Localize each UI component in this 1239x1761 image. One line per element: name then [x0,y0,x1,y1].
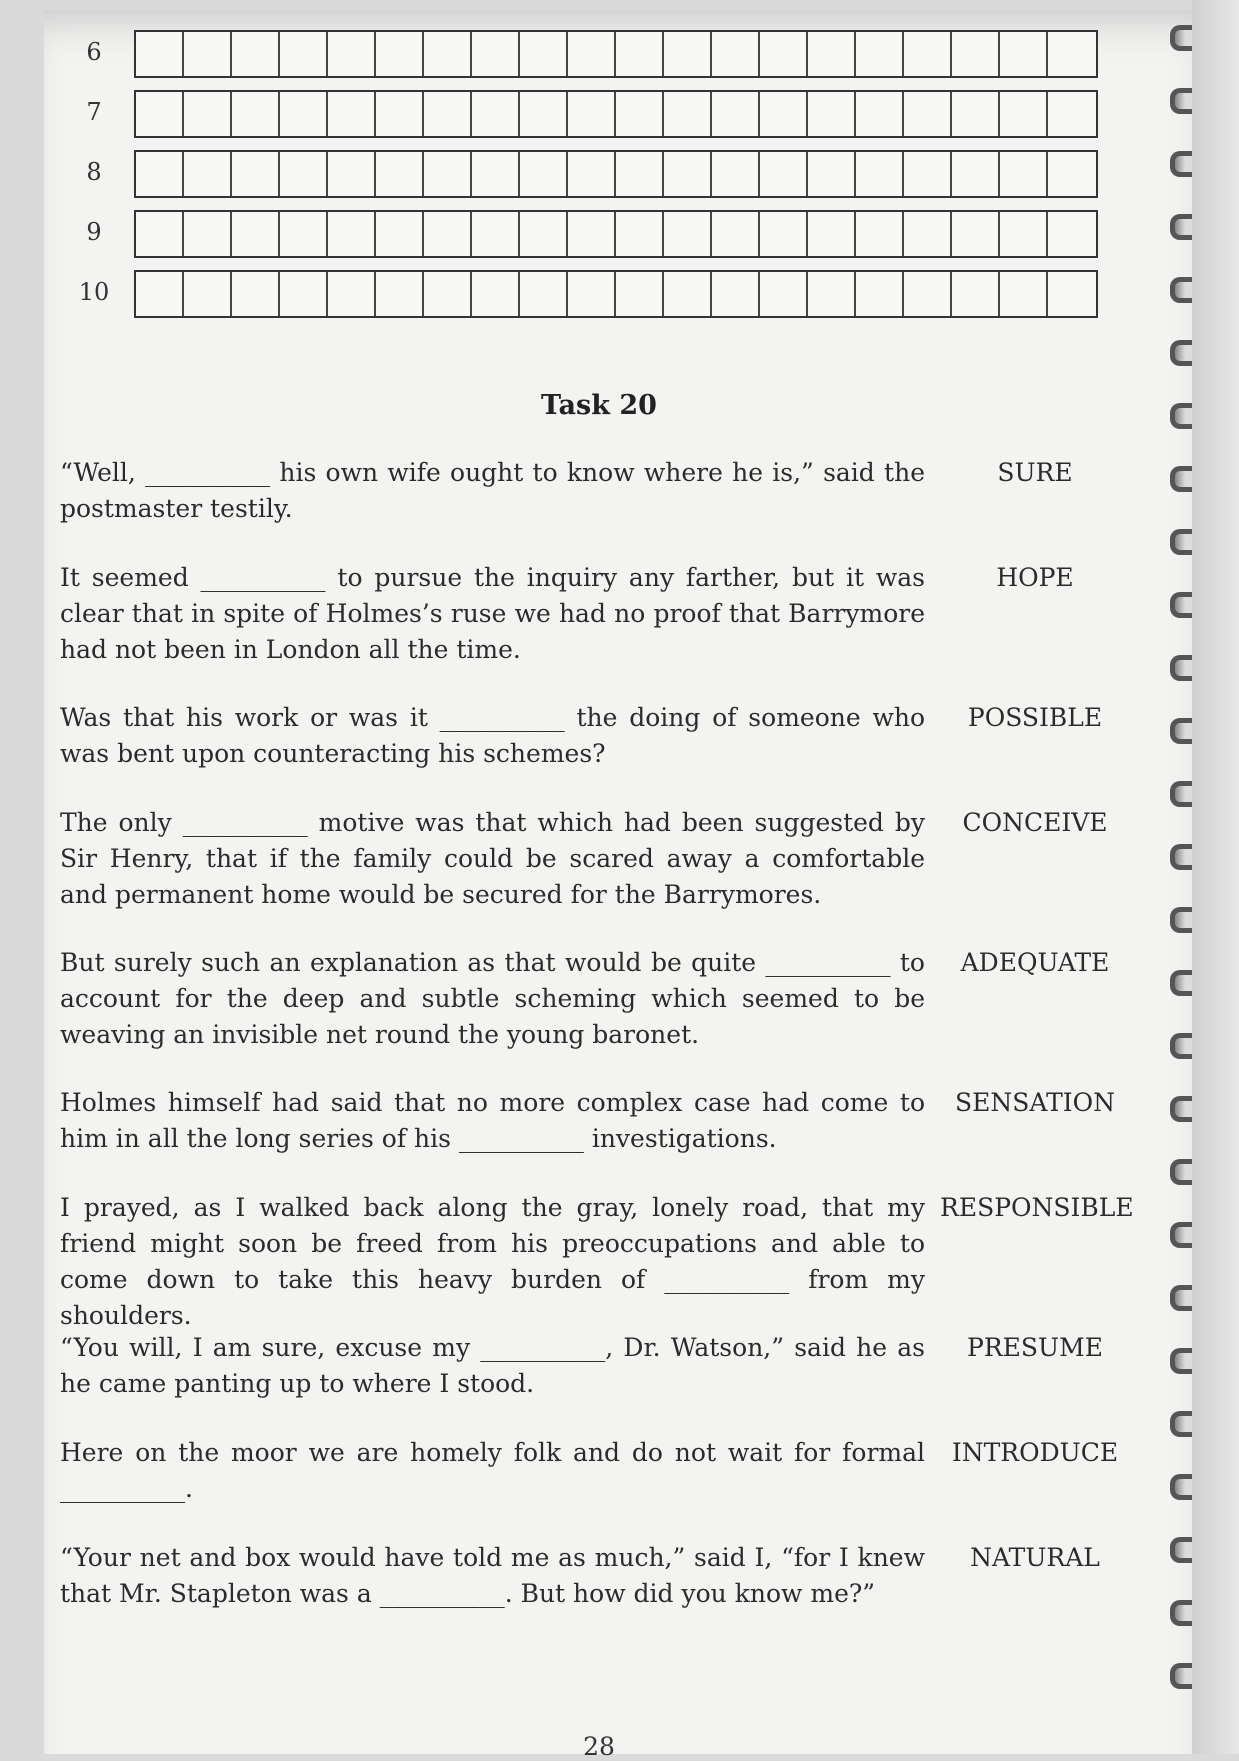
workbook-page [44,10,1192,1761]
prompt-word: INTRODUCE [951,1438,1119,1467]
prompt-word: RESPONSIBLE [940,1193,1134,1222]
answer-cell[interactable] [232,152,280,196]
answer-cell[interactable] [424,152,472,196]
binding-ring [1170,88,1192,114]
answer-cell[interactable] [280,152,328,196]
prompt-word: HOPE [996,563,1074,592]
answer-cell[interactable] [952,152,1000,196]
exercise-sentence: The only __________ motive was that which had been suggested by Sir Henry, that if the family could be scared away a comfortable and permanent home would be secured for the Barrymores. [60,808,925,909]
answer-cell[interactable] [520,272,568,316]
answer-cells[interactable] [134,90,1098,138]
binding-ring [1170,1474,1192,1500]
answer-cell[interactable] [328,212,376,256]
answer-cell[interactable] [904,272,952,316]
page-number: 28 [583,1732,615,1761]
answer-cell[interactable] [952,32,1000,76]
answer-cell[interactable] [856,32,904,76]
binding-ring [1170,277,1192,303]
answer-cell[interactable] [1000,152,1048,196]
binding-ring [1170,844,1192,870]
binding-ring [1170,907,1192,933]
answer-cell[interactable] [1048,272,1096,316]
binding-ring [1170,25,1192,51]
answer-cell[interactable] [424,32,472,76]
answer-cell[interactable] [280,212,328,256]
exercise-item [60,945,1140,1053]
answer-cell[interactable] [232,212,280,256]
answer-cell[interactable] [520,212,568,256]
answer-cell[interactable] [808,212,856,256]
answer-cell[interactable] [520,92,568,136]
answer-cell[interactable] [184,272,232,316]
answer-cell[interactable] [472,152,520,196]
answer-cells[interactable] [134,150,1098,198]
answer-cell[interactable] [136,32,184,76]
binding-ring [1170,1600,1192,1626]
answer-cell[interactable] [760,212,808,256]
answer-cell[interactable] [904,32,952,76]
answer-cell[interactable] [808,32,856,76]
answer-cell[interactable] [712,32,760,76]
answer-cell[interactable] [280,272,328,316]
answer-cell[interactable] [280,32,328,76]
answer-cell[interactable] [856,92,904,136]
answer-cell[interactable] [376,212,424,256]
answer-cell[interactable] [328,32,376,76]
exercise-sentence: “Well, __________ his own wife ought to know where he is,” said the postmaster testily. [60,458,925,523]
binding-ring [1170,1033,1192,1059]
answer-cell[interactable] [184,152,232,196]
answer-row-number: 10 [78,278,110,306]
answer-cell[interactable] [616,212,664,256]
binding-ring [1170,340,1192,366]
exercise-item [60,1190,1140,1334]
exercise-sentence: Here on the moor we are homely folk and do not wait for formal __________. [60,1438,925,1503]
answer-cell[interactable] [664,212,712,256]
answer-cell[interactable] [808,92,856,136]
answer-cell[interactable] [328,152,376,196]
answer-cell[interactable] [184,212,232,256]
prompt-word: CONCEIVE [962,808,1108,837]
answer-cell[interactable] [1000,212,1048,256]
answer-cell[interactable] [568,32,616,76]
answer-cell[interactable] [808,152,856,196]
answer-cell[interactable] [712,152,760,196]
answer-cell[interactable] [184,32,232,76]
answer-row-number: 7 [86,98,102,126]
answer-cell[interactable] [616,92,664,136]
answer-cell[interactable] [376,32,424,76]
answer-cell[interactable] [904,152,952,196]
answer-cell[interactable] [712,212,760,256]
exercise-item [60,805,1140,913]
answer-row-number: 8 [86,158,102,186]
answer-cell[interactable] [1048,92,1096,136]
answer-cell[interactable] [1048,152,1096,196]
answer-cell[interactable] [1000,92,1048,136]
answer-cell[interactable] [328,92,376,136]
exercise-sentence: I prayed, as I walked back along the gray, lonely road, that my friend might soon be freed from his preoccupations and able to come down to take this heavy burden of __________ from my shoulders. [60,1193,925,1330]
answer-cell[interactable] [232,92,280,136]
answer-cell[interactable] [136,212,184,256]
answer-row-number: 6 [86,38,102,66]
exercise-sentence: It seemed __________ to pursue the inquiry any farther, but it was clear that in spite of Holmes’s ruse we had no proof that Barrymore had not been in London all the time. [60,563,925,664]
answer-cells[interactable] [134,210,1098,258]
exercise-sentence: Holmes himself had said that no more complex case had come to him in all the long series of his __________ investigations. [60,1088,925,1153]
binding-ring [1170,1537,1192,1563]
answer-cell[interactable] [856,212,904,256]
answer-cell[interactable] [472,272,520,316]
answer-cell[interactable] [328,272,376,316]
answer-cell[interactable] [520,152,568,196]
answer-cell[interactable] [1000,272,1048,316]
task-title: Task 20 [541,390,657,421]
answer-cell[interactable] [616,272,664,316]
exercise-item [60,1085,1140,1157]
answer-cell[interactable] [712,272,760,316]
answer-cells[interactable] [134,270,1098,318]
binding-ring [1170,718,1192,744]
answer-cell[interactable] [664,32,712,76]
answer-cell[interactable] [424,92,472,136]
binding-ring [1170,1096,1192,1122]
answer-cell[interactable] [568,272,616,316]
answer-cell[interactable] [232,32,280,76]
exercise-item [60,1435,1140,1507]
binding-ring [1170,781,1192,807]
binding-ring [1170,466,1192,492]
answer-cell[interactable] [232,272,280,316]
binding-ring [1170,403,1192,429]
answer-cell[interactable] [568,92,616,136]
binding-ring [1170,214,1192,240]
answer-cell[interactable] [424,272,472,316]
answer-cell[interactable] [760,152,808,196]
exercise-item [60,700,1140,772]
answer-cell[interactable] [760,272,808,316]
prompt-word: NATURAL [970,1543,1100,1572]
binding-ring [1170,1222,1192,1248]
answer-cell[interactable] [616,32,664,76]
answer-cell[interactable] [568,152,616,196]
exercise-item [60,560,1140,668]
answer-cell[interactable] [1048,32,1096,76]
binding-ring [1170,1348,1192,1374]
answer-cell[interactable] [1000,32,1048,76]
answer-cell[interactable] [136,92,184,136]
answer-cell[interactable] [184,92,232,136]
answer-cell[interactable] [760,32,808,76]
answer-cell[interactable] [472,32,520,76]
answer-row-number: 9 [86,218,102,246]
answer-cell[interactable] [664,92,712,136]
binding-ring [1170,151,1192,177]
answer-cell[interactable] [760,92,808,136]
binding-ring [1170,1663,1192,1689]
prompt-word: SURE [997,458,1073,487]
exercise-sentence: “Your net and box would have told me as much,” said I, “for I knew that Mr. Stapleton was a __________. But how did you know me?” [60,1543,925,1608]
exercise-item [60,455,1140,527]
answer-cell[interactable] [808,272,856,316]
spiral-binding [1168,0,1239,1754]
answer-cell[interactable] [520,32,568,76]
answer-cell[interactable] [664,152,712,196]
answer-cell[interactable] [136,272,184,316]
answer-cell[interactable] [376,92,424,136]
prompt-word: POSSIBLE [967,703,1103,732]
answer-cells[interactable] [134,30,1098,78]
answer-cell[interactable] [1048,212,1096,256]
answer-cell[interactable] [472,92,520,136]
binding-ring [1170,1159,1192,1185]
binding-ring [1170,1285,1192,1311]
exercise-item [60,1540,1140,1612]
answer-cell[interactable] [424,212,472,256]
answer-cell[interactable] [856,152,904,196]
exercise-sentence: But surely such an explanation as that would be quite __________ to account for the deep and subtle scheming which seemed to be weaving an invisible net round the young baronet. [60,948,925,1049]
answer-cell[interactable] [664,272,712,316]
prompt-word: ADEQUATE [960,948,1110,977]
binding-edge [1192,0,1239,1754]
answer-cell[interactable] [952,92,1000,136]
prompt-word: SENSATION [955,1088,1115,1117]
answer-cell[interactable] [616,152,664,196]
answer-cell[interactable] [856,272,904,316]
prompt-word: PRESUME [967,1333,1103,1362]
answer-cell[interactable] [136,152,184,196]
answer-cell[interactable] [376,272,424,316]
answer-cell[interactable] [376,152,424,196]
answer-cell[interactable] [280,92,328,136]
binding-ring [1170,970,1192,996]
binding-ring [1170,529,1192,555]
exercise-sentence: Was that his work or was it __________ the doing of someone who was bent upon counteracting his schemes? [60,703,925,768]
binding-ring [1170,592,1192,618]
exercise-sentence: “You will, I am sure, excuse my __________, Dr. Watson,” said he as he came panting up to where I stood. [60,1333,925,1398]
exercise-item [60,1330,1140,1402]
binding-ring [1170,1411,1192,1437]
answer-cell[interactable] [904,212,952,256]
answer-cell[interactable] [472,212,520,256]
binding-ring [1170,655,1192,681]
answer-cell[interactable] [904,92,952,136]
answer-cell[interactable] [952,212,1000,256]
answer-cell[interactable] [712,92,760,136]
answer-cell[interactable] [568,212,616,256]
answer-cell[interactable] [952,272,1000,316]
